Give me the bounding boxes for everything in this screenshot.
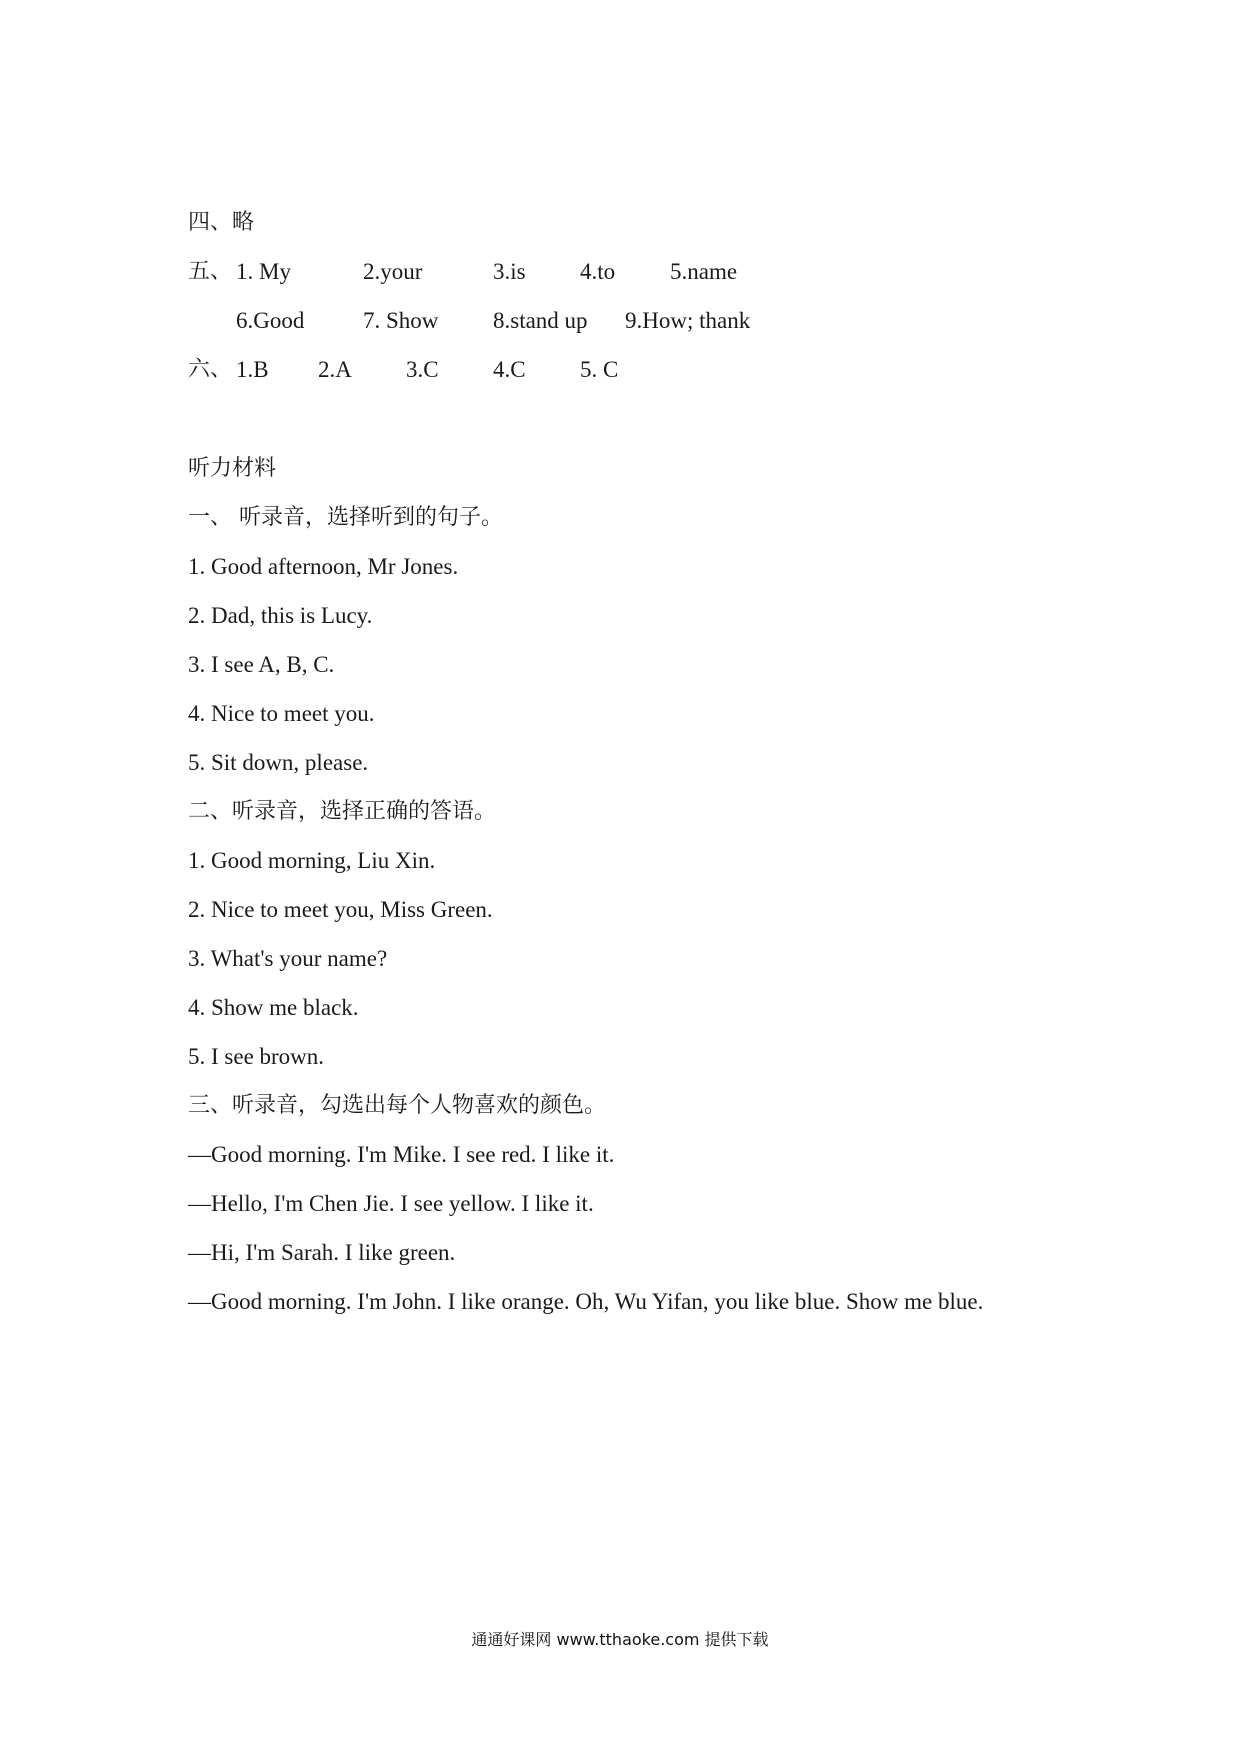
answer-item: 8.stand up — [493, 308, 588, 333]
list-item: —Hello, I'm Chen Jie. I see yellow. I like it. — [188, 1191, 594, 1216]
list-item: 1. Good afternoon, Mr Jones. — [188, 554, 459, 579]
answer-item: 7. Show — [363, 308, 439, 333]
listening-title: 听力材料 — [188, 456, 277, 481]
answer-item: 6.Good — [236, 308, 305, 333]
list-item: 4. Nice to meet you. — [188, 701, 375, 726]
answer-item: 5. C — [580, 357, 619, 382]
answer-item: 5.name — [670, 259, 738, 284]
section-5-label: 五、 — [188, 259, 233, 284]
list-item: 5. Sit down, please. — [188, 750, 369, 775]
list-item: 2. Nice to meet you, Miss Green. — [188, 897, 493, 922]
part-2-heading: 二、听录音，选择正确的答语。 — [188, 799, 497, 824]
answer-item: 3.is — [493, 259, 526, 284]
list-item: 3. I see A, B, C. — [188, 652, 335, 677]
answer-item: 9.How; thank — [625, 308, 751, 333]
answer-item: 2.A — [318, 357, 352, 382]
answer-item: 1.B — [236, 357, 269, 382]
list-item: —Good morning. I'm Mike. I see red. I like it. — [188, 1142, 615, 1167]
list-item: 2. Dad, this is Lucy. — [188, 603, 373, 628]
list-item: —Good morning. I'm John. I like orange. Oh, Wu Yifan, you like blue. Show me blue. — [188, 1289, 984, 1314]
list-item: 5. I see brown. — [188, 1044, 325, 1069]
answer-item: 2.your — [363, 259, 423, 284]
answer-item: 4.to — [580, 259, 616, 284]
section-4-answer: 四、略 — [188, 210, 255, 235]
section-6-row — [188, 355, 1088, 385]
page-footer: 通通好课网 www.tthaoke.com 提供下载 — [471, 1630, 769, 1649]
part-1-heading: 一、 听录音，选择听到的句子。 — [188, 505, 503, 530]
section-6-label: 六、 — [188, 357, 233, 382]
list-item: 4. Show me black. — [188, 995, 359, 1020]
part-3-heading: 三、听录音，勾选出每个人物喜欢的颜色。 — [188, 1093, 607, 1118]
list-item: —Hi, I'm Sarah. I like green. — [188, 1240, 456, 1265]
answer-item: 3.C — [406, 357, 439, 382]
list-item: 1. Good morning, Liu Xin. — [188, 848, 436, 873]
list-item: 3. What's your name? — [188, 946, 388, 971]
answer-item: 1. My — [236, 259, 291, 284]
section-5-row-1 — [188, 257, 1088, 287]
answer-item: 4.C — [493, 357, 526, 382]
section-5-row-2 — [188, 306, 1088, 336]
